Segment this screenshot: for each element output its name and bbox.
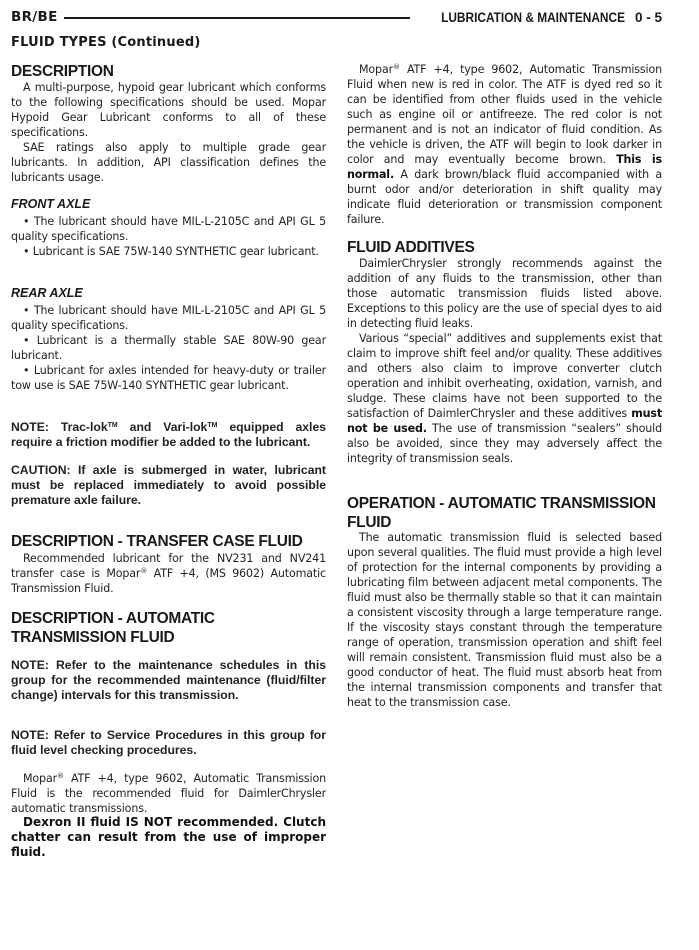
fluid-additives-paragraph-2: Various “special” additives and supplements exist that claim to improve shift feel and/or quality. These additives and others also claim to improve converter clutch operation and inhibit overheating, oxidation, varnish, and sludge. These claims have not been supported to the satisfaction of DaimlerChrysler and these additives must not be used. The use of transmission “sealers” should also be avoided, since they may adversely affect the integrity of transmission seals. [347, 332, 662, 465]
front-axle-bullet-1: • The lubricant should have MIL-L-2105C and API GL 5 quality specifications. [11, 215, 326, 243]
atf-color-paragraph: Mopar® ATF +4, type 9602, Automatic Transmission Fluid when new is red in color. The ATF is dyed red so it can be identified from other fluids used in the vehicle such as engine oil or antifreeze. The red color is not permanent and is not an indicator of fluid condition. As the vehicle is driven, the ATF will begin to look darker in color and may eventually become brown. This is normal. A dark brown/black fluid accompanied with a burnt odor and/or deterioration in shift quality may indicate fluid deterioration or transmission component failure. [347, 63, 662, 226]
caution-axle-submerged: CAUTION: If axle is submerged in water, lubricant must be replaced immediately to avoid possible premature axle failure. [11, 463, 326, 507]
section-title: LUBRICATION & MAINTENANCE [441, 9, 625, 25]
page-number: 0 - 5 [634, 9, 662, 25]
transfer-case-paragraph: Recommended lubricant for the NV231 and NV241 transfer case is Mopar® ATF +4, (MS 9602) Automatic Transmission Fluid. [11, 552, 327, 595]
note-service-procedures: NOTE: Refer to Service Procedures in this group for fluid level checking procedures. [11, 728, 326, 757]
bullet-text: Lubricant is a thermally stable SAE 80W-90 gear lubricant. [11, 334, 326, 362]
rear-axle-bullet-1: • The lubricant should have MIL-L-2105C and API GL 5 quality specifications. [11, 304, 326, 332]
note-maintenance-schedules: NOTE: Refer to the maintenance schedules in this group for the recommended maintenance (fluid/filter change) intervals for this transmission. [11, 658, 326, 702]
rear-axle-bullet-2: • Lubricant is a thermally stable SAE 80W-90 gear lubricant. [11, 334, 326, 362]
fluid-additives-paragraph-1: DaimlerChrysler strongly recommends against the addition of any fluids to the transmission, other than those automatic transmission fluids listed above. Exceptions to this policy are the use of special dyes to aid in detecting fluid leaks. [347, 257, 662, 330]
operation-heading: OPERATION - AUTOMATIC TRANSMISSION FLUID [347, 495, 656, 531]
fluid-additives-heading: FLUID ADDITIVES [347, 239, 475, 256]
description-paragraph-2: SAE ratings also apply to multiple grade gear lubricants. In addition, API classification defines the lubricants usage. [11, 141, 326, 184]
transfer-case-heading: DESCRIPTION - TRANSFER CASE FLUID [11, 533, 303, 550]
atf-description-heading: DESCRIPTION - AUTOMATIC TRANSMISSION FLUID [11, 610, 215, 646]
page-header [11, 8, 662, 26]
front-axle-heading: FRONT AXLE [11, 197, 91, 211]
rear-axle-bullet-3: • Lubricant for axles intended for heavy-duty or trailer tow use is SAE 75W-140 SYNTHETIC gear lubricant. [11, 364, 326, 392]
description-paragraph-1: A multi-purpose, hypoid gear lubricant which conforms to the following specifications should be used. Mopar Hypoid Gear Lubricant conforms to all of these specifications. [11, 81, 326, 139]
operation-paragraph: The automatic transmission fluid is selected based upon several qualities. The fluid must provide a high level of protection for the internal components by providing a lubricating film between adjacent metal components. The fluid must also be thermally stable so that it can maintain a consistent viscosity through a large temperature range. If the viscosity stays constant through the temperature range of operation, transmission operation and shift feel will remain consistent. Transmission fluid must also be a good conductor of heat. The fluid must absorb heat from the internal transmission components and transfer that heat to the transmission case. [347, 531, 662, 709]
model-code: BR/BE [11, 9, 58, 25]
header-rule [64, 17, 410, 19]
rear-axle-heading: REAR AXLE [11, 286, 83, 300]
bullet-text: The lubricant should have MIL-L-2105C and API GL 5 quality specifications. [11, 215, 326, 243]
dexron-warning: Dexron II fluid IS NOT recommended. Clutch chatter can result from the use of improper fluid. [11, 815, 326, 859]
bullet-text: Lubricant for axles intended for heavy-duty or trailer tow use is SAE 75W-140 SYNTHETIC gear lubricant. [11, 364, 326, 392]
front-axle-bullet-2: • Lubricant is SAE 75W-140 SYNTHETIC gear lubricant. [23, 245, 319, 258]
continued-title: FLUID TYPES (Continued) [11, 35, 201, 50]
bullet-text: Lubricant is SAE 75W-140 SYNTHETIC gear lubricant. [32, 245, 319, 258]
description-heading: DESCRIPTION [11, 63, 114, 80]
atf-recommended-paragraph: Mopar® ATF +4, type 9602, Automatic Transmission Fluid is the recommended fluid for DaimlerChrysler automatic transmissions. [11, 772, 326, 815]
note-traclok: NOTE: Trac-lok™ and Vari-lok™ equipped axles require a friction modifier be added to the lubricant. [11, 420, 326, 449]
bullet-text: The lubricant should have MIL-L-2105C and API GL 5 quality specifications. [11, 304, 326, 332]
